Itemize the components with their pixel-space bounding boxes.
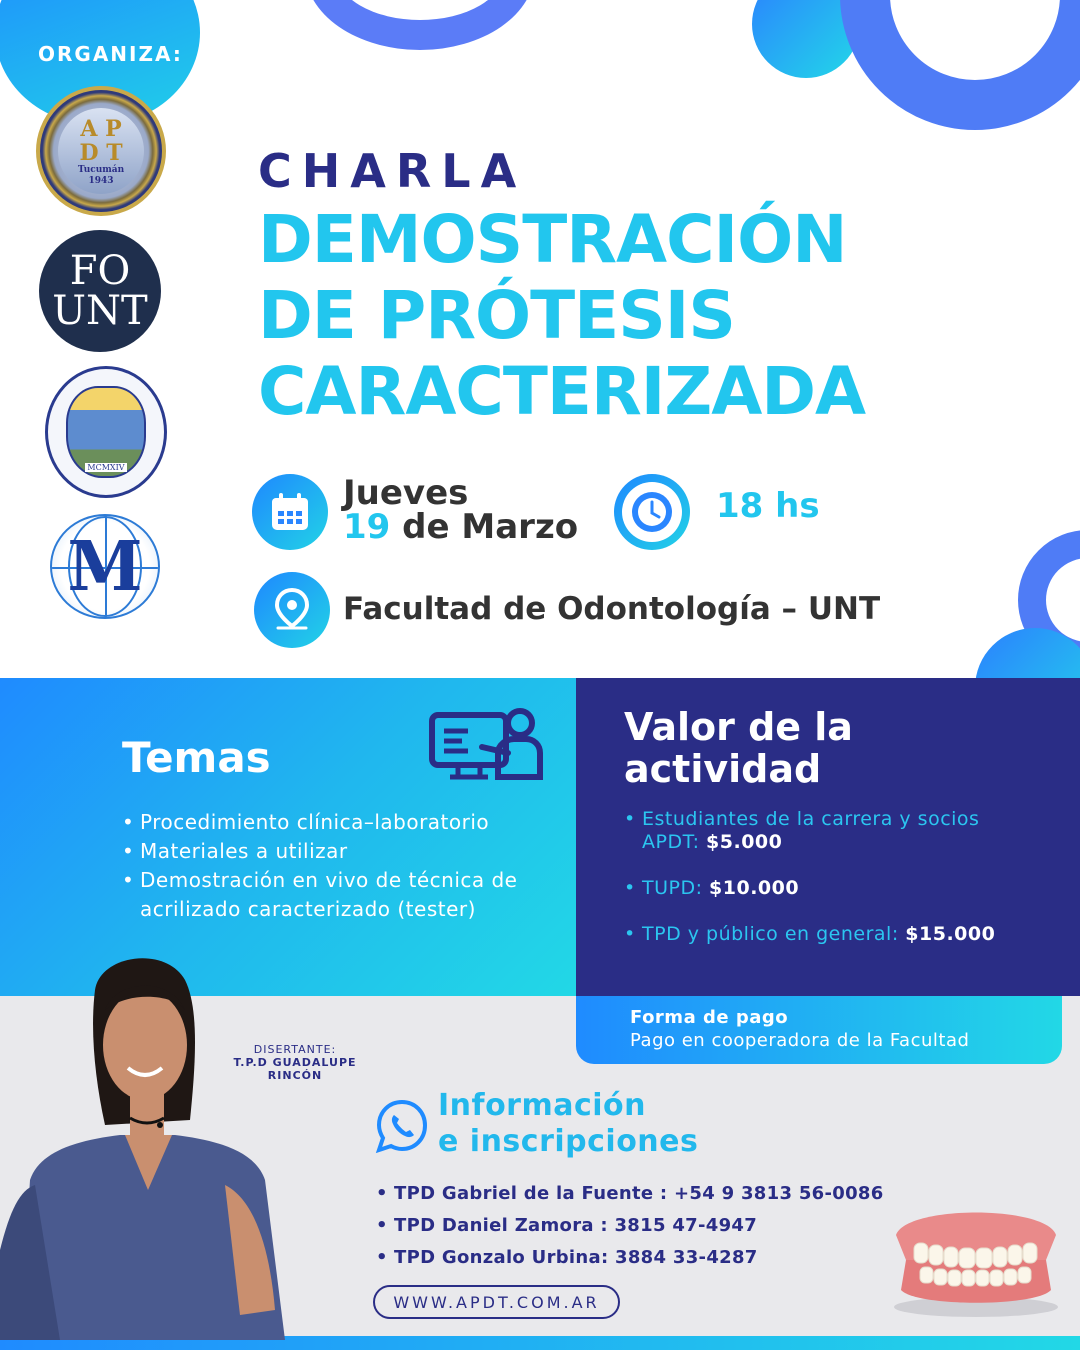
m-logo: M	[50, 514, 160, 619]
decor-ring-topright	[840, 0, 1080, 130]
location-icon-badge	[254, 572, 330, 648]
pago-title: Forma de pago	[630, 1007, 789, 1028]
clock-icon-badge	[614, 474, 690, 550]
disertante-name-2: RINCÓN	[267, 1069, 323, 1082]
info-title: Información e inscripciones	[438, 1088, 699, 1159]
clock-icon	[629, 489, 675, 535]
valor-heading: Valor de la actividad	[624, 705, 853, 791]
speaker-photo	[0, 950, 360, 1340]
event-day: Jueves	[343, 473, 469, 513]
website-link[interactable]: WWW.APDT.COM.AR	[373, 1285, 620, 1319]
fo-unt-logo: FO UNT	[39, 230, 161, 352]
list-item: • Procedimiento clínica–laboratorio	[122, 808, 522, 837]
event-date: Jueves 19 de Marzo	[343, 473, 579, 547]
list-item: • Materiales a utilizar	[122, 837, 522, 866]
disertante-name-1: T.P.D GUADALUPE	[233, 1056, 357, 1069]
event-date-number: 19	[343, 507, 391, 547]
calendar-icon	[268, 490, 312, 534]
kicker-charla: CHARLA	[258, 144, 527, 198]
presentation-icon	[428, 705, 544, 785]
apdt-logo: A P D T Tucumán 1943	[36, 86, 166, 216]
calendar-icon-badge	[252, 474, 328, 550]
temas-heading: Temas	[122, 733, 271, 782]
list-item: • TUPD: $10.000	[624, 877, 1024, 900]
list-item: • Estudiantes de la carrera y socios APDT: $5.000	[624, 808, 1024, 854]
temas-list	[122, 808, 522, 924]
unt-logo: MCMXIV	[45, 366, 167, 498]
organiza-label: ORGANIZA:	[38, 42, 183, 66]
decor-ring-top	[305, 0, 535, 50]
valor-list	[624, 808, 1024, 946]
list-item: • Demostración en vivo de técnica de acrilizado caracterizado (tester)	[122, 866, 522, 924]
disertante-label: DISERTANTE:	[253, 1043, 337, 1056]
denture-image	[886, 1195, 1066, 1325]
disertante-block	[222, 1043, 368, 1082]
main-title: DEMOSTRACIÓN DE PRÓTESIS CARACTERIZADA	[258, 201, 866, 430]
pago-text: Pago en cooperadora de la Facultad	[630, 1030, 970, 1051]
contact-item[interactable]: • TPD Gabriel de la Fuente : +54 9 3813 56-0086	[376, 1178, 896, 1210]
contact-item[interactable]: • TPD Daniel Zamora : 3815 47-4947	[376, 1210, 896, 1242]
event-time: 18 hs	[716, 486, 820, 526]
event-location: Facultad de Odontología – UNT	[343, 591, 881, 627]
list-item: • TPD y público en general: $15.000	[624, 923, 1024, 946]
location-pin-icon	[270, 586, 314, 634]
contact-item[interactable]: • TPD Gonzalo Urbina: 3884 33-4287	[376, 1242, 896, 1274]
contacts-list	[376, 1178, 896, 1274]
whatsapp-icon	[374, 1098, 430, 1158]
